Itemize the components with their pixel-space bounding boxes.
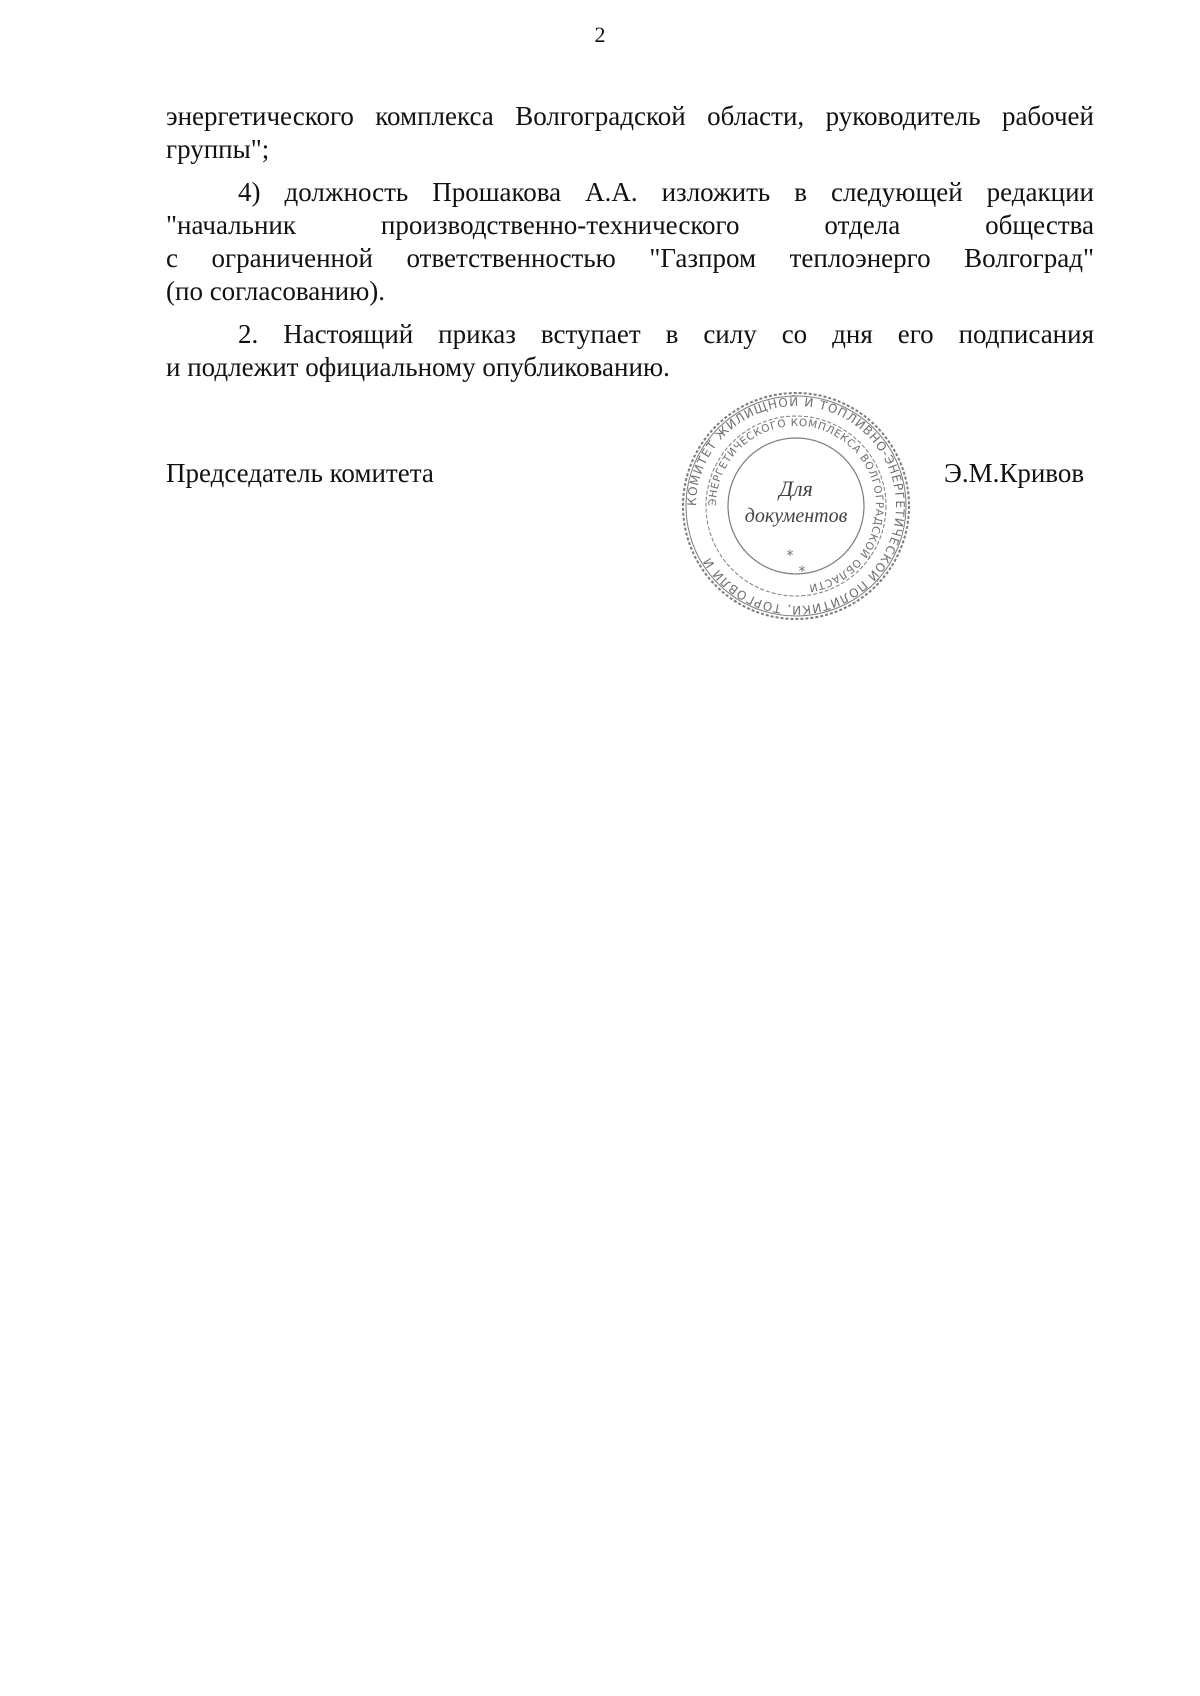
- stamp-star-icon: *: [786, 548, 794, 564]
- continuation-line-1: энергетического комплекса Волгоградской области, руководитель рабочей: [166, 101, 1094, 131]
- document-body: [166, 100, 1094, 384]
- stamp-inner-text: ЭНЕРГЕТИЧЕСКОГО КОМПЛЕКСА ВОЛГОГРАДСКОЙ ОБЛАСТИ: [706, 416, 886, 594]
- item4-line-1: 4) должность Прошакова А.А. изложить в следующей редакции: [238, 177, 1094, 207]
- item4-line-3: с ограниченной ответственностью "Газпром теплоэнерго Волгоград": [166, 243, 1094, 273]
- signatory-title: Председатель комитета: [166, 458, 434, 488]
- item2-line-1: 2. Настоящий приказ вступает в силу со дня его подписания: [238, 319, 1094, 349]
- stamp-outer-text: КОМИТЕТ ЖИЛИЩНОЙ И ТОПЛИВНО-ЭНЕРГЕТИЧЕСКОЙ ПОЛИТИКИ, ТОРГОВЛИ И: [684, 394, 908, 618]
- paragraph-gap: [166, 308, 1094, 318]
- page-number: 2: [594, 22, 606, 47]
- item2-line-2: и подлежит официальному опубликованию.: [166, 352, 670, 382]
- item4-line-2: "начальник производственно-технического отдела общества: [166, 210, 1094, 240]
- stamp-center-line-2: документов: [744, 505, 848, 527]
- continuation-line-2: группы";: [166, 134, 270, 164]
- item4-line-4: (по согласованию).: [166, 276, 386, 306]
- stamp-star-icon: *: [798, 564, 806, 580]
- paragraph-gap: [166, 166, 1094, 176]
- signatory-name: Э.М.Кривов: [944, 458, 1085, 488]
- stamp-center-line-1: Для: [779, 476, 813, 501]
- official-seal-stamp: [678, 388, 914, 624]
